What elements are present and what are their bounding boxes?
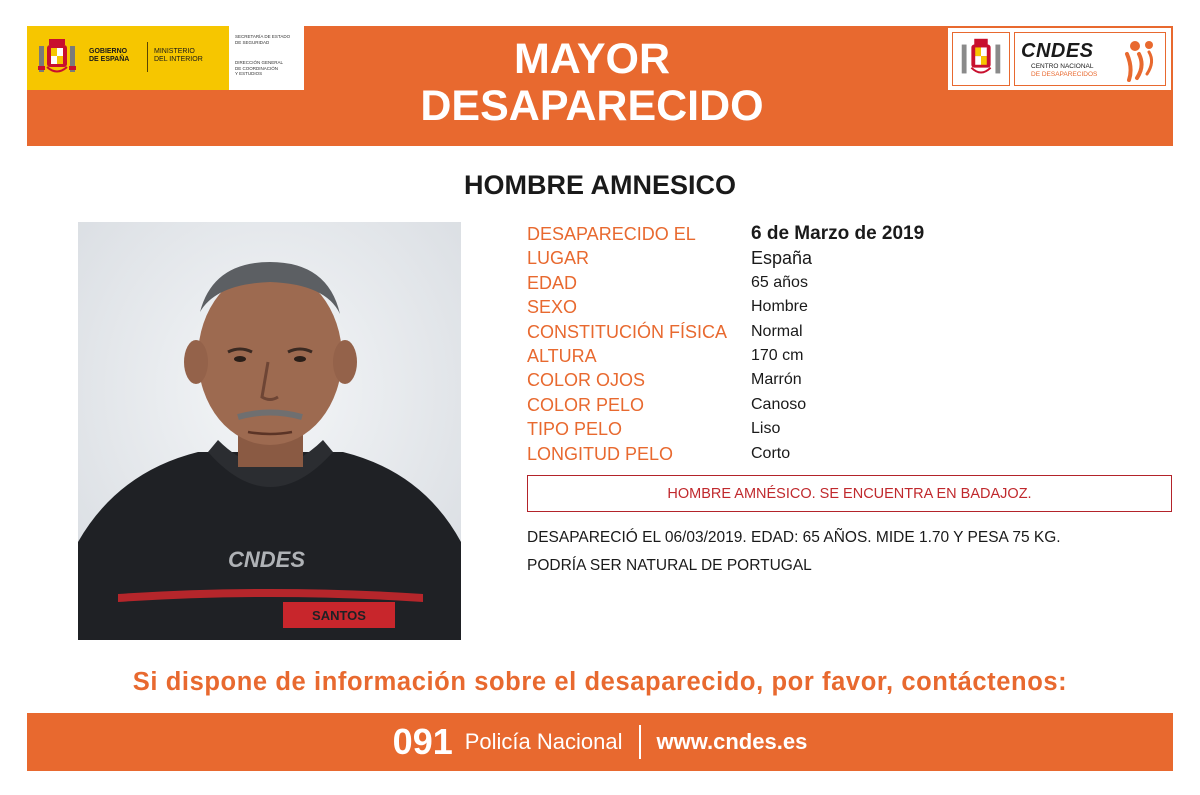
- field-label: LUGAR: [527, 248, 590, 269]
- field-row-hair-length: [527, 442, 1127, 466]
- field-label: DESAPARECIDO EL: [527, 224, 696, 244]
- police-label: Policía Nacional: [464, 729, 623, 754]
- person-details: [527, 222, 1127, 466]
- field-value: Hombre: [751, 298, 808, 316]
- field-value: 170 cm: [751, 346, 804, 364]
- field-label: TIPO PELO: [527, 419, 623, 440]
- field-label: COLOR OJOS: [527, 370, 646, 391]
- field-row-eye-color: [527, 368, 1127, 392]
- person-title: HOMBRE AMNESICO: [463, 170, 736, 200]
- cndes-subtitle: [1031, 63, 1121, 79]
- field-value: Canoso: [751, 395, 807, 413]
- cndes-subtitle-line2: DE DESAPARECIDOS: [1031, 71, 1098, 78]
- field-value: Liso: [751, 420, 781, 438]
- missing-person-photo: [78, 222, 461, 640]
- field-label: ALTURA: [527, 345, 597, 366]
- photo-watermark: CNDES: [228, 547, 306, 572]
- secretary-text: SECRETARÍA DE ESTADO DE SEGURIDAD: [235, 34, 291, 45]
- phone-number[interactable]: 091: [392, 721, 453, 762]
- field-row-hair-color: [527, 393, 1127, 417]
- alert-box: [527, 475, 1172, 512]
- field-row-height: [527, 344, 1127, 368]
- header-banner: [27, 26, 1173, 146]
- field-label: LONGITUD PELO: [527, 443, 674, 464]
- field-label: COLOR PELO: [527, 394, 645, 415]
- directorate-text: DIRECCIÓN GENERAL DE COORDINACIÓN Y ESTUDIOS: [235, 60, 284, 76]
- field-value: España: [751, 248, 813, 269]
- field-value: 6 de Marzo de 2019: [751, 223, 925, 244]
- cndes-figure-icon: [1119, 38, 1159, 82]
- shirt-brand-text: SANTOS: [312, 608, 366, 623]
- description-line-2: PODRÍA SER NATURAL DE PORTUGAL: [527, 557, 812, 574]
- field-row-missing-date: [527, 222, 1127, 246]
- description: [527, 524, 1167, 580]
- government-logo-block: [27, 26, 304, 90]
- cndes-subtitle-line1: CENTRO NACIONAL: [1031, 63, 1094, 70]
- spain-coat-of-arms-icon: [35, 36, 79, 80]
- field-value: Marrón: [751, 371, 802, 389]
- field-row-hair-type: [527, 417, 1127, 441]
- contact-call-to-action: Si dispone de información sobre el desaparecido, por favor, contáctenos:: [132, 668, 1068, 696]
- field-label: SEXO: [527, 297, 578, 318]
- cndes-name: CNDES: [1021, 40, 1094, 62]
- field-row-build: [527, 320, 1127, 344]
- field-label: CONSTITUCIÓN FÍSICA: [527, 321, 728, 342]
- field-value: Corto: [751, 444, 791, 462]
- spain-coat-of-arms-icon: [952, 32, 1010, 86]
- field-label: EDAD: [527, 272, 578, 293]
- gov-white-panel: [229, 26, 304, 90]
- field-row-sex: [527, 295, 1127, 319]
- page-title: MAYOR DESAPARECIDO: [420, 35, 764, 130]
- cndes-logo: [1014, 32, 1166, 86]
- alert-text: HOMBRE AMNÉSICO. SE ENCUENTRA EN BADAJOZ.: [667, 485, 1032, 502]
- field-row-age: [527, 271, 1127, 295]
- cndes-logo-block: [948, 28, 1171, 90]
- gov-name-text: GOBIERNO DE ESPAÑA: [89, 48, 130, 63]
- gov-yellow-panel: [27, 26, 229, 90]
- gov-divider: [147, 42, 148, 72]
- footer-bar: [27, 713, 1173, 771]
- field-row-place: [527, 246, 1127, 270]
- footer-divider: [639, 725, 641, 759]
- field-value: 65 años: [751, 273, 808, 291]
- field-value: Normal: [751, 322, 803, 340]
- website-link[interactable]: www.cndes.es: [656, 729, 808, 754]
- ministry-name-text: MINISTERIO DEL INTERIOR: [154, 48, 203, 63]
- description-line-1: DESAPARECIÓ EL 06/03/2019. EDAD: 65 AÑOS. MIDE 1.70 Y PESA 75 KG.: [527, 529, 1061, 546]
- portrait-illustration: [78, 222, 461, 640]
